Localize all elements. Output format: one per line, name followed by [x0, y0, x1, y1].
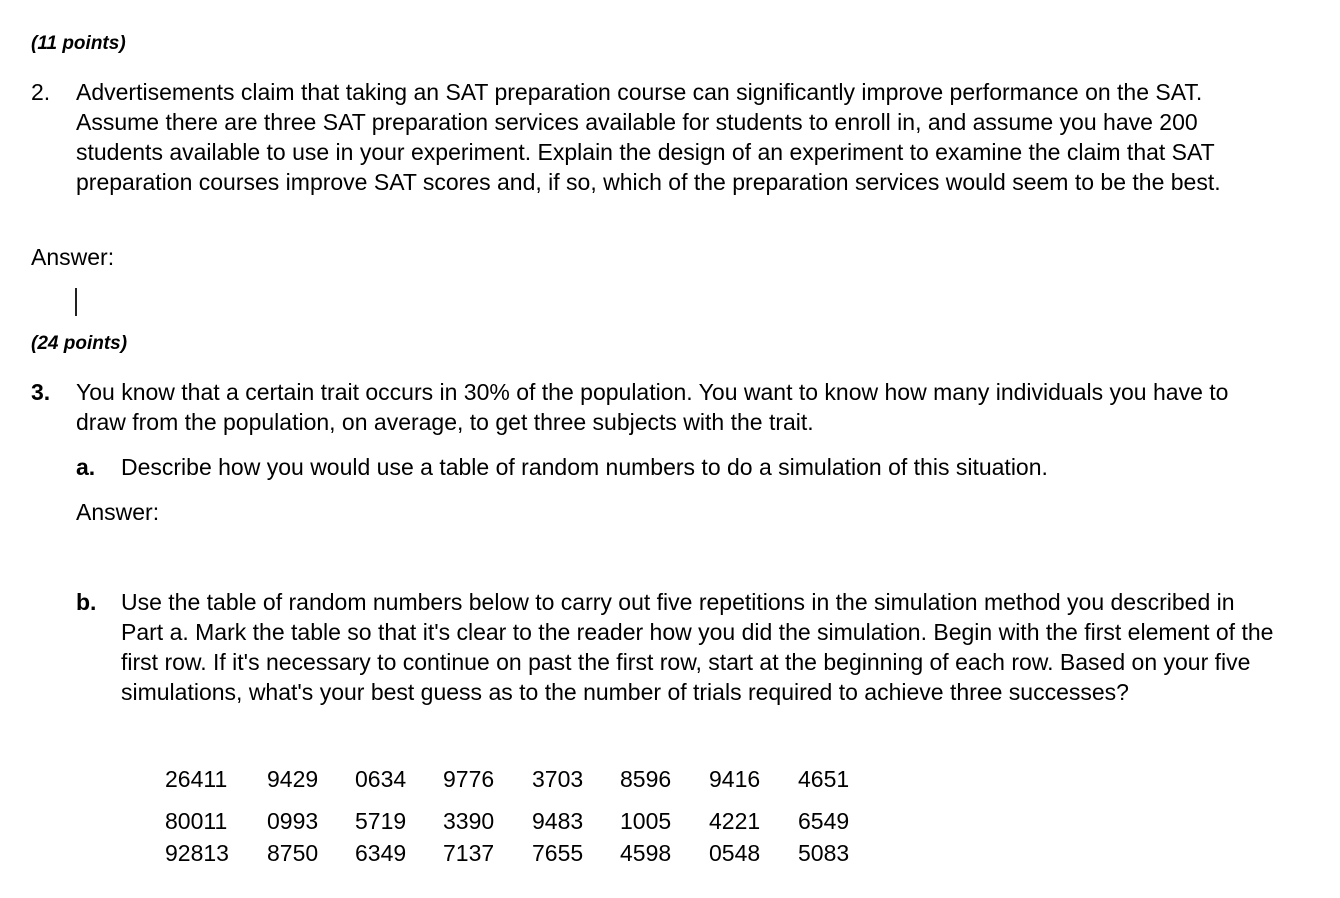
- random-number-cell: 0634: [355, 766, 407, 792]
- random-table-row: [165, 764, 878, 794]
- random-number-cell: 9483: [532, 808, 584, 834]
- random-number-cell: 7137: [443, 840, 495, 866]
- q2-text: Advertisements claim that taking an SAT preparation course can significantly improve performance on the SAT. Assume there are three SAT preparation services available for students to enroll in, and assume you have 200 students available to use in your experiment. Explain the design of an experiment to examine the claim that SAT preparation courses improve SAT scores and, if so, which of the preparation services would seem to be the best.: [76, 79, 1221, 195]
- random-number-cell: 3390: [443, 808, 495, 834]
- q2-answer-label: Answer:: [31, 244, 115, 270]
- random-number-cell: 0548: [709, 840, 761, 866]
- random-number-cell: 8596: [620, 766, 672, 792]
- q2-points: (11 points): [31, 33, 126, 54]
- random-number-cell: 6349: [355, 840, 407, 866]
- q3a-label: a.: [76, 454, 96, 480]
- random-number-cell: 8750: [267, 840, 319, 866]
- q3b-label: b.: [76, 589, 97, 615]
- random-number-cell: 9416: [709, 766, 761, 792]
- random-number-cell: 9776: [443, 766, 495, 792]
- q3a-text: Describe how you would use a table of random numbers to do a simulation of this situation.: [121, 454, 1048, 480]
- random-number-cell: 5719: [355, 808, 407, 834]
- text-cursor[interactable]: [75, 288, 77, 316]
- random-number-cell: 6549: [798, 808, 850, 834]
- q3-text: You know that a certain trait occurs in 30% of the population. You want to know how many individuals you have to draw from the population, on average, to get three subjects with the trait.: [76, 379, 1229, 435]
- random-number-cell: 26411: [165, 766, 228, 792]
- random-number-cell: 4651: [798, 766, 850, 792]
- random-number-cell: 0993: [267, 808, 319, 834]
- q3a-answer-label: Answer:: [76, 499, 160, 525]
- random-number-cell: 1005: [620, 808, 672, 834]
- random-number-cell: 92813: [165, 840, 229, 866]
- random-number-cell: 4598: [620, 840, 672, 866]
- random-number-cell: 7655: [532, 840, 584, 866]
- q3-points: (24 points): [31, 333, 128, 354]
- random-number-cell: 9429: [267, 766, 319, 792]
- q3-number: 3.: [31, 379, 51, 405]
- random-number-cell: 3703: [532, 766, 584, 792]
- random-table-row: [165, 838, 878, 868]
- q3b-text: Use the table of random numbers below to carry out five repetitions in the simulation method you described in Part a. Mark the table so that it's clear to the reader how you did the simulation. Begin with the first element of the first row. If it's necessary to continue on past the first row, start at the beginning of each row. Based on your five simulations, what's your best guess as to the number of trials required to achieve three successes?: [121, 589, 1274, 705]
- random-number-cell: 4221: [709, 808, 761, 834]
- random-number-table: [165, 764, 878, 868]
- random-number-cell: 80011: [165, 808, 228, 834]
- random-number-cell: 5083: [798, 840, 850, 866]
- random-table-row: [165, 806, 878, 836]
- q2-number: 2.: [31, 79, 51, 105]
